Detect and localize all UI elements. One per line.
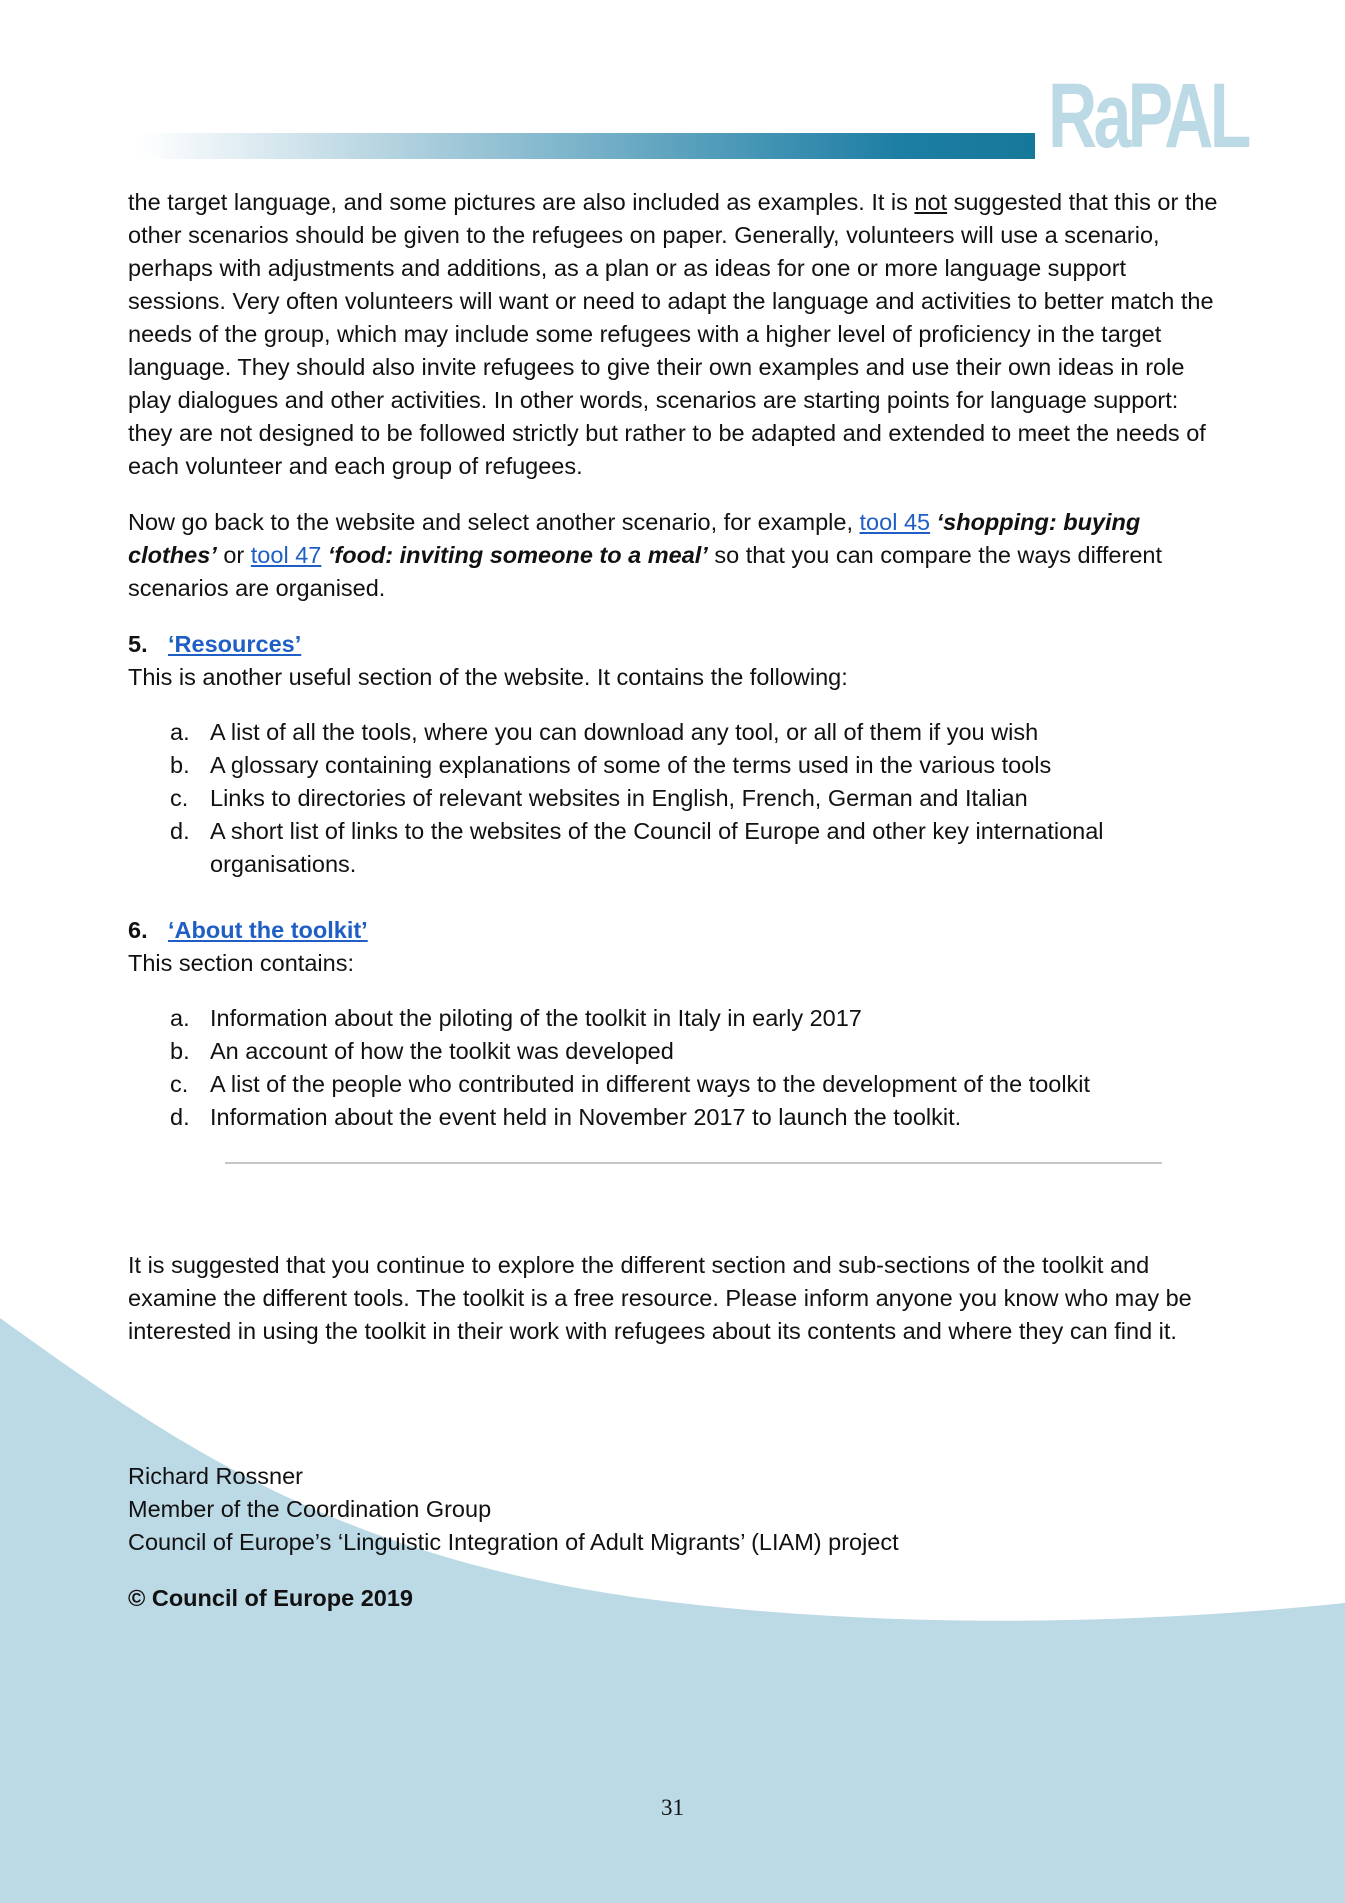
list-item (128, 1101, 1220, 1134)
author-name: Richard Rossner (128, 1463, 304, 1489)
list-item-text: A glossary containing explanations of some of the terms used in the various tools (210, 752, 1052, 778)
list-marker: b. (170, 752, 190, 778)
list-marker: a. (170, 1005, 190, 1031)
section-6-heading (128, 914, 1220, 947)
author-role: Member of the Coordination Group (128, 1496, 492, 1522)
list-item (128, 1002, 1220, 1035)
tool-47-link[interactable]: tool 47 (250, 542, 322, 568)
closing-paragraph: It is suggested that you continue to explore the different section and sub-sections of the toolkit and examine the different tools. The toolkit is a free resource. Please inform anyone you know who may be interested in using the toolkit in their work with refugees about its contents and where they can find it. (128, 1252, 1192, 1344)
list-marker: a. (170, 719, 190, 745)
about-toolkit-list (128, 1002, 1220, 1134)
section-5-number: 5. (128, 631, 148, 657)
list-marker: c. (170, 1071, 189, 1097)
section-5-intro: This is another useful section of the website. It contains the following: (128, 664, 848, 690)
underlined-not: not (914, 189, 948, 215)
document-body (128, 186, 1220, 1134)
list-item-text: A list of the people who contributed in different ways to the development of the toolkit (210, 1071, 1091, 1097)
list-item-text: Information about the piloting of the toolkit in Italy in early 2017 (210, 1005, 862, 1031)
tool-45-link[interactable]: tool 45 (859, 509, 931, 535)
list-item-text: An account of how the toolkit was developed (210, 1038, 674, 1064)
section-5-heading (128, 628, 1220, 661)
list-item (128, 1068, 1220, 1101)
section-resources (128, 628, 1220, 881)
intro-paragraph-2 (128, 506, 1220, 605)
tool-45-title: ‘shopping: buying clothes’ (128, 509, 1141, 568)
list-marker: d. (170, 1104, 190, 1130)
signature-block (128, 1460, 1220, 1559)
list-marker: c. (170, 785, 189, 811)
author-organisation: Council of Europe’s ‘Linguistic Integration of Adult Migrants’ (LIAM) project (128, 1529, 899, 1555)
list-item (128, 1035, 1220, 1068)
list-marker: b. (170, 1038, 190, 1064)
section-divider (225, 1162, 1162, 1164)
section-6-number: 6. (128, 917, 148, 943)
copyright-notice: © Council of Europe 2019 (128, 1585, 414, 1611)
tool-47-title: ‘food: inviting someone to a meal’ (321, 542, 708, 568)
list-item (128, 749, 1220, 782)
about-toolkit-link[interactable]: ‘About the toolkit’ (168, 917, 368, 943)
intro-paragraph-1 (128, 186, 1220, 483)
list-item-text: Information about the event held in November 2017 to launch the toolkit. (210, 1104, 962, 1130)
list-item (128, 815, 1220, 881)
resources-link[interactable]: ‘Resources’ (168, 631, 302, 657)
intro2-text-b: so that you can compare the ways different scenarios are organised. (128, 542, 1162, 601)
list-item-text: Links to directories of relevant websites in English, French, German and Italian (210, 785, 1028, 811)
list-marker: d. (170, 818, 190, 844)
intro2-or: or (216, 542, 251, 568)
section-about-toolkit (128, 914, 1220, 1134)
list-item-text: A list of all the tools, where you can download any tool, or all of them if you wish (210, 719, 1039, 745)
intro-text-b: suggested that this or the other scenarios should be given to the refugees on paper. Generally, volunteers will use a scenario, perhaps with adjustments and additions, as a plan or as ideas for one or more language support sessions. Very often volunteers will want or need to adapt the language and activities to better match the needs of the group, which may include some refugees with a higher level of proficiency in the target language. They should also invite refugees to give their own examples and use their own ideas in role play dialogues and other activities. In other words, scenarios are starting points for language support: they are not designed to be followed strictly but rather to be adapted and extended to meet the needs of each volunteer and each group of refugees. (128, 189, 1218, 479)
list-item-text: A short list of links to the websites of the Council of Europe and other key international organisations. (210, 818, 1104, 877)
page-number: 31 (661, 1795, 684, 1820)
resources-list (128, 716, 1220, 881)
list-item (128, 716, 1220, 749)
section-6-intro: This section contains: (128, 950, 354, 976)
rapal-logo: RaPAL (1048, 65, 1248, 167)
intro2-text-a: Now go back to the website and select another scenario, for example, (128, 509, 860, 535)
list-item (128, 782, 1220, 815)
header-gradient-bar (140, 133, 1035, 159)
intro-text-a: the target language, and some pictures are also included as examples. It is (128, 189, 915, 215)
